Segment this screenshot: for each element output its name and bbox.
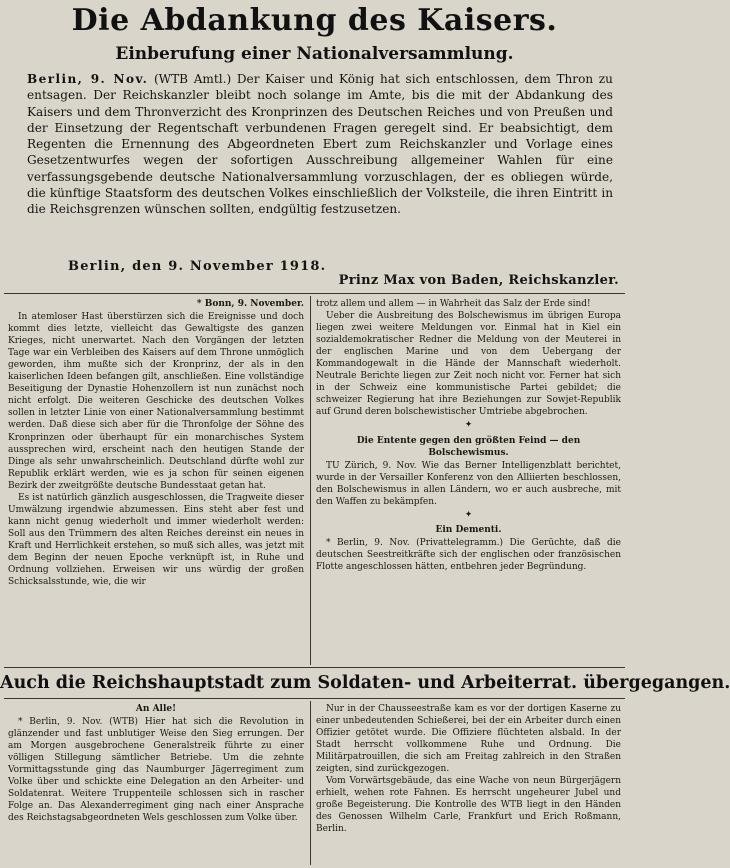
lead-date: Berlin, den 9. November 1918. [68,259,327,274]
lead-signature: Prinz Max von Baden, Reichskanzler. [338,273,619,288]
right-column [316,298,621,665]
divider-top [4,293,625,294]
column-divider-lower [310,701,311,865]
divider-mid [4,667,625,668]
dementi-heading: Ein Dementi. [435,524,502,535]
divider-mid-2 [4,698,625,699]
left-dateline: * Bonn, 9. November. [196,299,304,309]
section2-right-body: Nur in der Chausseestraße kam es vor der dortigen Kaserne zu einer unbedeutenden Schießerei, bei der ein Arbeiter durch einen Offizier getötet wurde. Die Offiziere flüchteten alsbald. In der Stadt herrscht vollkommene Ruhe und Ordnung. Die Militärpatrouillen, die sich am Freitag zahlreich in den Straßen zeigten, sind zurückgezogen. [316,704,621,775]
second-headline: Auch die Reichshauptstadt zum Soldaten- und Arbeiterrat. übergegangen. [0,673,730,693]
left-paragraph-2: Es ist natürlich gänzlich ausgeschlossen, die Tragweite dieser Umwälzung irgendwie abzumessen. Eins steht aber fest und kann nicht genug wiederholt und immer wiederholt werden: Soll aus den Trümmern des alten Reiches dereinst ein neues in Kraft und Herrlichkeit erstehen, so muß sich alles, was jetzt mit dem Beginn der neuen Epoche verknüpft ist, in Ruhe und Ordnung vollziehen. Erweisen wir uns würdig der großen Schicksalsstunde, wie, die wir [8,492,304,588]
ornament-star-2: ✦ [464,509,473,520]
left-paragraph-1: In atemloser Hast überstürzen sich die Ereignisse und doch kommt dies letzte, vielleicht das Gewaltigste des ganzen Krieges, nicht unerwartet. Nach den Vorgängen der letzten Tage war ein Verbleiben des Kaisers auf dem Throne unmöglich geworden, ihm mußte sich der Kronprinz, der als in den kaiserlichen Ideen befangen gilt, anschließen. Eine vollständige Beseitigung der Dynastie Hohenzollern ist nun zunächst noch nicht erfolgt. Die weiteren Geschicke des deutschen Volkes sollen in letzter Linie von einer Nationalversammlung bestimmt werden. Daß diese sich aber für die Thronfolge der Söhne des Kronprinzen oder überhaupt für ein monarchisches System aussprechen wird, erscheint nach den heutigen Stande der Dinge als sehr unwahrscheinlich. Deutschland dürfte wohl zur Republik erklärt werden, wie es ja schon für seinen eigenen Bezirk der zweitgrößte deutsche Bundesstaat getan hat. [8,312,304,491]
lead-agency: (WTB Amtl.) [153,72,232,86]
right-paragraph-0: trotz allem und allem — in Wahrheit das Salz der Erde sind! [316,299,591,309]
section2-right-body-2: Vom Vorwärtsgebäude, das eine Wache von neun Bürgerjägern erhielt, wehen rote Fahnen. Es herrscht ungeheurer Jubel und große Begeisterung. Die Kontrolle des WTB liegt in den Händen des Genossen Wilhelm Carle, Frankfurt und Erich Roßmann, Berlin. [316,776,621,835]
ornament-star-1: ✦ [464,420,473,431]
an-alle-label: An Alle! [135,704,177,714]
right-paragraph-2: TU Zürich, 9. Nov. Wie das Berner Intelligenzblatt berichtet, wurde in der Versailler Konferenz von den Alliierten beschlossen, den Bolschewismus in allen Ländern, wo er auch ausbreche, mit den Waffen zu bekämpfen. [316,460,621,507]
section2-left-column [8,703,304,865]
left-column [8,298,304,665]
section2-right-column [316,703,621,865]
column-divider-upper [310,296,311,665]
entente-heading: Die Entente gegen den größten Feind — den Bolschewismus. [356,435,581,458]
subheadline: Einberufung einer Nationalversammlung. [115,44,514,64]
main-headline: Die Abdankung des Kaisers. [71,3,558,38]
right-paragraph-1: Ueber die Ausbreitung des Bolschewismus im übrigen Europa liegen zwei weitere Meldungen vor. Einmal hat in Kiel ein sozialdemokratischer Redner die Meldung von der Meuterei in der englischen Marine und von dem Uebergang der Kommandogewalt in die Hände der Mannschaft wiederholt. Neutrale Berichte liegen zur Zeit noch nicht vor. Ferner hat sich in der Schweiz eine kommunistische Partei gebildet; die schweizer Regierung hat ihre Beziehungen zur Sowjet-Republik auf Grund deren bolschewistischer Umtriebe abgebrochen. [316,311,621,418]
right-paragraph-3: * Berlin, 9. Nov. (Privattelegramm.) Die Gerüchte, daß die deutschen Seestreitkräfte sich der englischen oder französischen Flotte angeschlossen hätten, entbehren jeder Begründung. [316,537,621,572]
section2-left-body: * Berlin, 9. Nov. (WTB) Hier hat sich die Revolution in glänzender und fast unblutiger Weise den Sieg errungen. Der am Morgen ausgebrochene Generalstreik führte zu einer völligen Stillegung sämtlicher Betriebe. Um die zehnte Vormittagsstunde ging das Naumburger Jägerregiment zum Volke über und schickte eine Delegation an den Arbeiter- und Soldatenrat. Weitere Truppenteile schlossen sich in rascher Folge an. Das Alexanderregiment ging nach einer Ansprache des Reichstagsabgeordneten Wels geschlossen zum Volke über. [8,717,304,824]
lead-body: Der Kaiser und König hat sich entschlossen, dem Thron zu entsagen. Der Reichskanzler bleibt noch solange im Amte, bis die mit der Abdankung des Kaisers und dem Thronverzicht des Kronprinzen des Deutschen Reiches und von Preußen und der Einsetzung der Regentschaft verbundenen Fragen geregelt sind. Er beabsichtigt, dem Regenten die Ernennung des Abgeordneten Ebert zum Reichskanzler und Vorlage eines Gesetzentwurfes wegen der sofortigen Ausschreibung allgemeiner Wahlen für eine verfassungsgebende deutsche Nationalversammlung vorzuschlagen, der es obliegen würde, die künftige Staatsform des deutschen Volkes einschließlich der Volksteile, die ihren Eintritt in die Reichsgrenzen wünschen sollten, endgültig festzusetzen. [27,72,613,217]
lead-place: Berlin, 9. Nov. [27,72,149,86]
lead-article [27,71,613,218]
